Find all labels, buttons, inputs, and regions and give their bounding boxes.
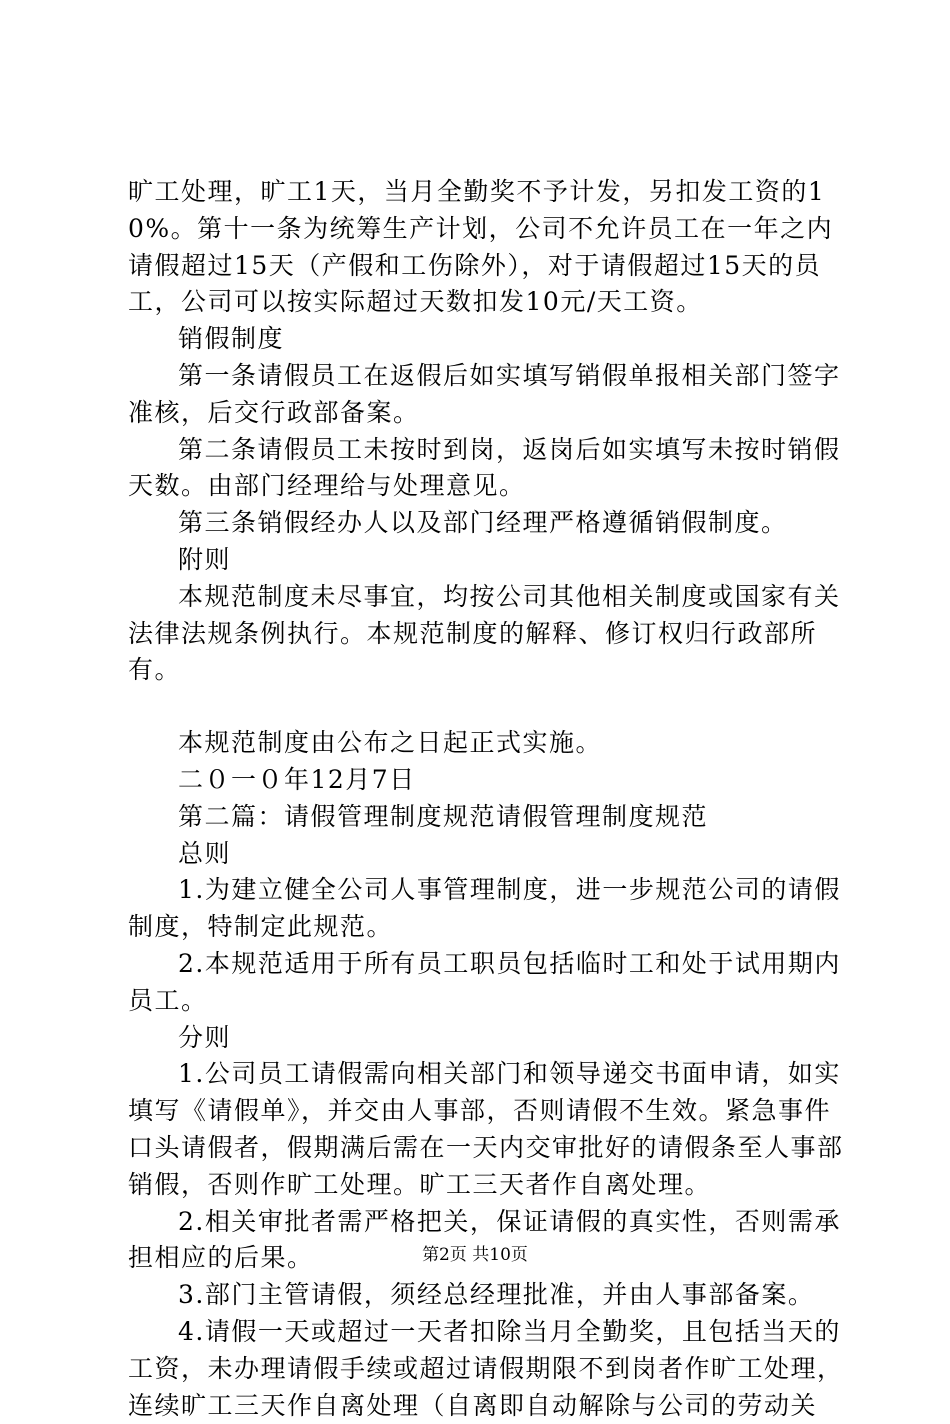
paragraph-0: 旷工处理，旷工1天，当月全勤奖不予计发，另扣发工资的10%。第十一条为统筹生产计划，公司不允许员工在一年之内请假超过15天（产假和工伤除外），对于请假超过15天的员工，公司可以按实际超过天数扣发10元/天工资。 [128,177,834,317]
paragraph-10: 总则 [178,838,232,868]
paragraph-8: 二０一０年12月7日 [178,764,416,794]
paragraph-17: 4.请假一天或超过一天者扣除当月全勤奖，且包括当天的工资，未办理请假手续或超过请假期限不到岗者作旷工处理，连续旷工三天作自离处理（自离即自动解除与公司的劳动关 [128,1316,844,1420]
paragraph-14: 1.公司员工请假需向相关部门和领导递交书面申请，如实填写《请假单》，并交由人事部，否则请假不生效。紧急事件口头请假者，假期满后需在一天内交审批好的请假条至人事部销假，否则作旷工处理。旷工三天者作自离处理。 [128,1059,844,1199]
paragraph-7: 本规范制度由公布之日起正式实施。 [178,728,603,758]
paragraph-3: 第二条请假员工未按时到岗，返岗后如实填写未按时销假天数。由部门经理给与处理意见。 [128,434,841,501]
paragraph-15: 2.相关审批者需严格把关，保证请假的真实性，否则需承担相应的后果。 [128,1206,841,1273]
paragraph-6: 本规范制度未尽事宜，均按公司其他相关制度或国家有关法律法规条例执行。本规范制度的解释、修订权归行政部所有。 [128,581,841,685]
paragraph-5: 附则 [178,544,232,574]
paragraph-13: 分则 [178,1022,232,1052]
paragraph-9: 第二篇：请假管理制度规范请假管理制度规范 [178,801,709,831]
paragraph-12: 2.本规范适用于所有员工职员包括临时工和处于试用期内员工。 [128,948,841,1015]
document-body [128,174,852,1424]
paragraph-11: 1.为建立健全公司人事管理制度，进一步规范公司的请假制度，特制定此规范。 [128,875,841,942]
paragraph-2: 第一条请假员工在返假后如实填写销假单报相关部门签字准核，后交行政部备案。 [128,360,841,427]
paragraph-1: 销假制度 [178,324,285,354]
paragraph-16: 3.部门主管请假，须经总经理批准，并由人事部备案。 [178,1280,815,1310]
page-number-footer: 第2页 共10页 [422,1245,528,1265]
paragraph-4: 第三条销假经办人以及部门经理严格遵循销假制度。 [178,508,788,538]
